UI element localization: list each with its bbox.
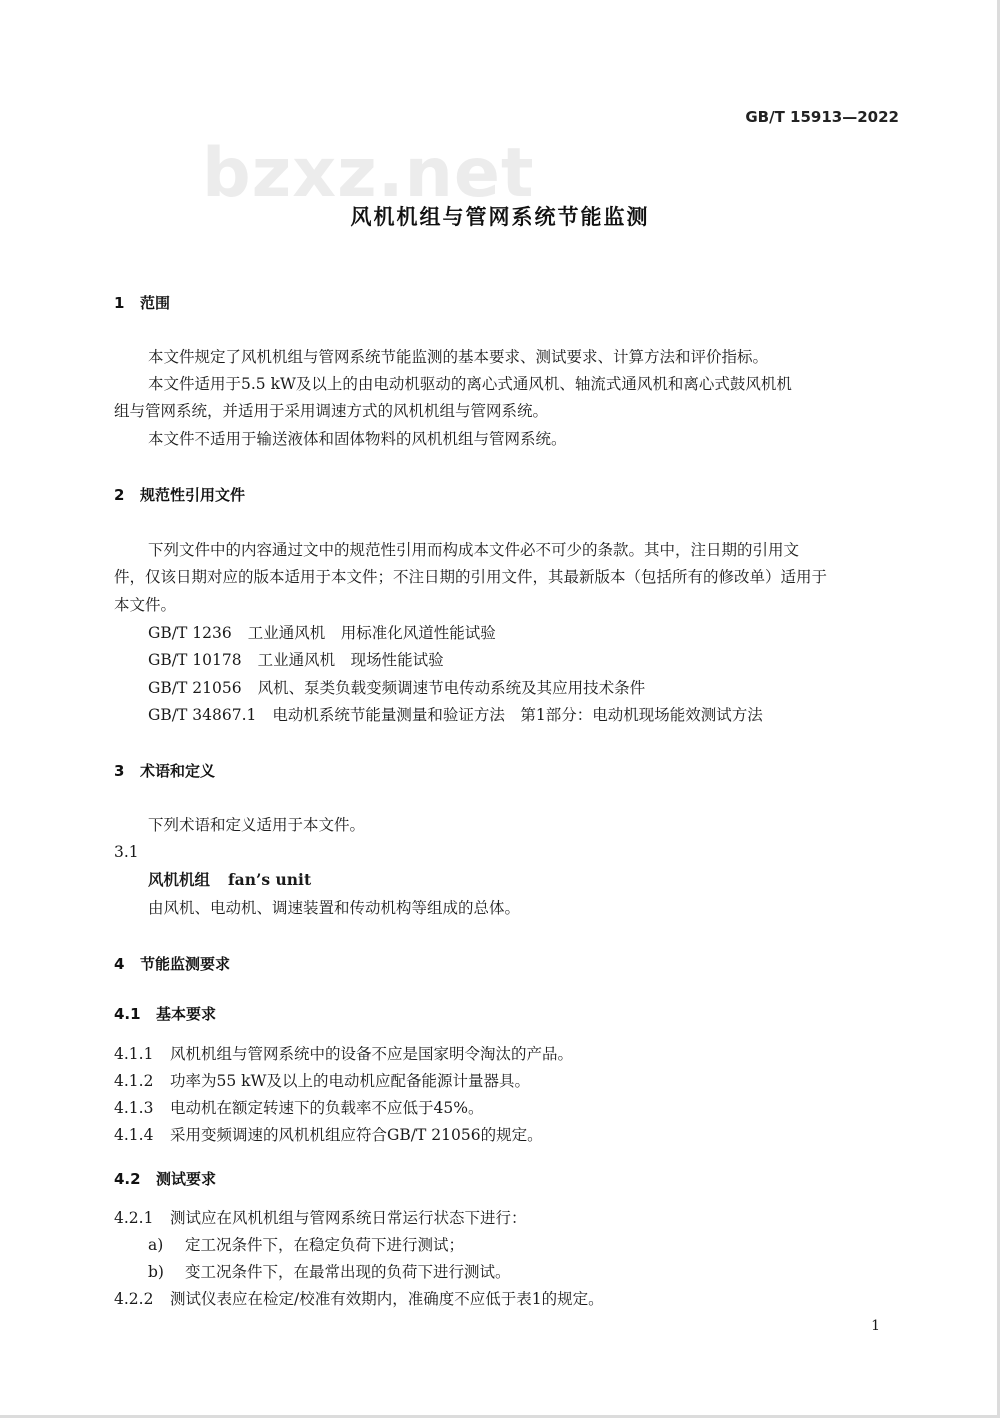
paragraph: 本文件。 [114,596,177,614]
list-item [148,1232,464,1259]
term-entry [148,868,311,890]
clause-item [114,1068,530,1095]
reference-code: GB/T 34867.1 [148,706,257,724]
reference-name: 风机、泵类负载变频调速节电传动系统及其应用技术条件 [257,679,646,697]
clause-number: 4.1.2 [114,1072,154,1090]
section-number: 3 [114,762,125,780]
paragraph: 件，仅该日期对应的版本适用于本文件；不注日期的引用文件，其最新版本（包括所有的修改单）适用于 [114,568,828,586]
clause-number: 4.2.1 [114,1209,154,1227]
section-title: 规范性引用文件 [140,486,246,504]
paragraph: 本文件适用于5.5 kW及以上的由电动机驱动的离心式通风机、轴流式通风机和离心式鼓风机机 [148,375,792,393]
paragraph: 下列文件中的内容通过文中的规范性引用而构成本文件必不可少的条款。其中，注日期的引用文 [148,541,800,559]
clause-text: 风机机组与管网系统中的设备不应是国家明令淘汰的产品。 [170,1045,574,1063]
clause-item [114,1122,543,1149]
clause-number: 4.1.1 [114,1045,154,1063]
clause-text: 电动机在额定转速下的负载率不应低于45%。 [170,1099,484,1117]
reference-item [148,675,645,702]
list-item-label: b) [148,1263,164,1281]
reference-code: GB/T 21056 [148,679,242,697]
section-title: 术语和定义 [140,762,216,780]
term-number: 3.1 [114,843,139,861]
clause-item [114,1205,527,1232]
term-definition: 由风机、电动机、调速装置和传动机构等组成的总体。 [148,899,521,917]
section-1-heading [114,292,170,313]
section-number: 1 [114,294,125,312]
clause-text: 测试应在风机机组与管网系统日常运行状态下进行： [170,1209,527,1227]
paragraph: 本文件不适用于输送液体和固体物料的风机机组与管网系统。 [148,430,567,448]
reference-name: 电动机系统节能量测量和验证方法 第1部分：电动机现场能效测试方法 [272,706,763,724]
section-title: 节能监测要求 [140,955,231,973]
reference-code: GB/T 10178 [148,651,242,669]
clause-text: 功率为55 kW及以上的电动机应配备能源计量器具。 [170,1072,530,1090]
section-4-heading [114,953,230,974]
clause-number: 4.1.3 [114,1099,154,1117]
paragraph: 本文件规定了风机机组与管网系统节能监测的基本要求、测试要求、计算方法和评价指标。 [148,348,769,366]
clause-number: 4.1.4 [114,1126,154,1144]
term-chinese: 风机机组 [148,870,211,889]
subsection-4-2-heading [114,1168,216,1189]
subsection-number: 4.1 [114,1005,141,1023]
list-item-text: 定工况条件下，在稳定负荷下进行测试； [185,1236,465,1254]
reference-name: 工业通风机 用标准化风道性能试验 [247,624,496,642]
clause-item [114,1041,573,1068]
watermark: bzxz.net [202,134,535,213]
clause-item [114,1095,483,1122]
term-english: fan’s unit [228,870,312,889]
clause-text: 测试仪表应在检定/校准有效期内，准确度不应低于表1的规定。 [170,1290,604,1308]
reference-name: 工业通风机 现场性能试验 [257,651,444,669]
list-item-text: 变工况条件下，在最常出现的负荷下进行测试。 [185,1263,511,1281]
reference-item [148,702,763,729]
section-number: 2 [114,486,125,504]
reference-item [148,647,444,674]
section-2-heading [114,484,245,505]
subsection-title: 基本要求 [156,1005,217,1023]
clause-number: 4.2.2 [114,1290,154,1308]
subsection-title: 测试要求 [156,1170,217,1188]
document-title: 风机机组与管网系统节能监测 [350,205,650,229]
subsection-4-1-heading [114,1003,216,1024]
subsection-number: 4.2 [114,1170,141,1188]
list-item [148,1259,511,1286]
clause-item [114,1286,604,1313]
list-item-label: a) [148,1236,164,1254]
paragraph: 下列术语和定义适用于本文件。 [148,816,366,834]
section-title: 范围 [140,294,171,312]
section-3-heading [114,760,215,781]
page-number: 1 [871,1318,880,1334]
paragraph: 组与管网系统，并适用于采用调速方式的风机机组与管网系统。 [114,402,549,420]
reference-code: GB/T 1236 [148,624,232,642]
reference-item [148,620,496,647]
clause-text: 采用变频调速的风机机组应符合GB/T 21056的规定。 [170,1126,543,1144]
standard-code: GB/T 15913—2022 [745,108,899,126]
section-number: 4 [114,955,125,973]
